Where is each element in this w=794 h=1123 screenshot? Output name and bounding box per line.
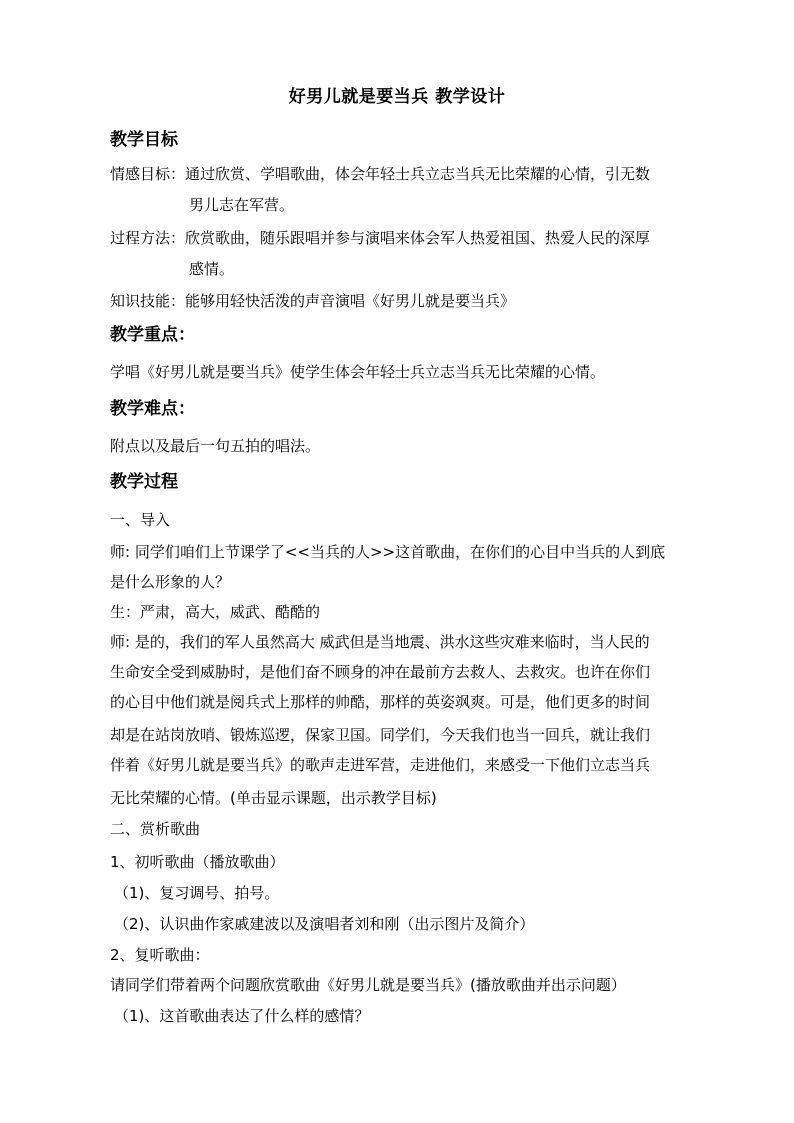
goal-skill bbox=[110, 290, 692, 312]
goal-emotion bbox=[110, 163, 692, 185]
teacher-line-2f: 无比荣耀的心情。(单击显示课题，出示教学目标) bbox=[110, 789, 437, 807]
teacher-line-2c: 的心目中他们就是阅兵式上那样的帅酷，那样的英姿飒爽。可是，他们更多的时间 bbox=[110, 693, 651, 711]
goal-skill-label: 知识技能： bbox=[110, 292, 186, 310]
teacher-line-1b: 是什么形象的人？ bbox=[110, 573, 231, 591]
teacher-line-2e: 伴着《好男儿就是要当兵》的歌声走进军营，走进他们，来感受一下他们立志当兵 bbox=[110, 756, 651, 774]
document-title: 好男儿就是要当兵 教学设计 bbox=[288, 87, 506, 107]
student-line-1: 生：严肃，高大，威武、酷酷的 bbox=[110, 603, 321, 621]
goal-emotion-continuation: 男儿志在军营。 bbox=[189, 196, 295, 214]
sub-first-listen-item-2: （2)、认识曲作家戚建波以及演唱者刘和刚（出示图片及简介） bbox=[114, 915, 535, 933]
sub-second-listen-text: 请同学们带着两个问题欣赏歌曲《好男儿就是要当兵》(播放歌曲并出示问题） bbox=[110, 976, 626, 994]
key-points-text: 学唱《好男儿就是要当兵》使学生体会年轻士兵立志当兵无比荣耀的心情。 bbox=[110, 363, 606, 381]
difficult-points-text: 附点以及最后一句五拍的唱法。 bbox=[110, 437, 321, 455]
teacher-line-2b: 生命安全受到威胁时，是他们奋不顾身的冲在最前方去救人、去救灾。也许在你们 bbox=[110, 663, 651, 681]
heading-teaching-goals: 教学目标 bbox=[110, 130, 178, 150]
sub-second-listen-item-1: （1)、这首歌曲表达了什么样的感情？ bbox=[114, 1007, 370, 1025]
goal-emotion-text: 通过欣赏、学唱歌曲，体会年轻士兵立志当兵无比荣耀的心情，引无数 bbox=[185, 165, 651, 183]
goal-process-text: 欣赏歌曲，随乐跟唱并参与演唱来体会军人热爱祖国、热爱人民的深厚 bbox=[185, 229, 651, 247]
sub-second-listen: 2、复听歌曲： bbox=[110, 946, 210, 964]
heading-teaching-process: 教学过程 bbox=[110, 472, 178, 492]
step-introduction: 一、导入 bbox=[110, 511, 171, 529]
teacher-line-2d: 却是在站岗放哨、锻炼巡逻，保家卫国。同学们，今天我们也当一回兵，就让我们 bbox=[110, 726, 651, 744]
goal-process-label: 过程方法： bbox=[110, 229, 186, 247]
goal-process-continuation: 感情。 bbox=[189, 260, 235, 278]
heading-key-points: 教学重点： bbox=[110, 325, 195, 345]
teacher-line-1a: 师: 同学们咱们上节课学了<<当兵的人>>这首歌曲，在你们的心目中当兵的人到底 bbox=[110, 543, 666, 561]
goal-process bbox=[110, 227, 692, 249]
goal-skill-text: 能够用轻快活泼的声音演唱《好男儿就是要当兵》 bbox=[185, 292, 516, 310]
step-appreciation: 二、赏析歌曲 bbox=[110, 820, 201, 838]
sub-first-listen: 1、初听歌曲（播放歌曲） bbox=[110, 853, 285, 871]
teacher-line-2a: 师: 是的，我们的军人虽然高大 威武但是当地震、洪水这些灾难来临时，当人民的 bbox=[110, 633, 650, 651]
sub-first-listen-item-1: （1)、复习调号、拍号。 bbox=[114, 884, 280, 902]
goal-emotion-label: 情感目标： bbox=[110, 165, 186, 183]
heading-difficult-points: 教学难点： bbox=[110, 399, 195, 419]
